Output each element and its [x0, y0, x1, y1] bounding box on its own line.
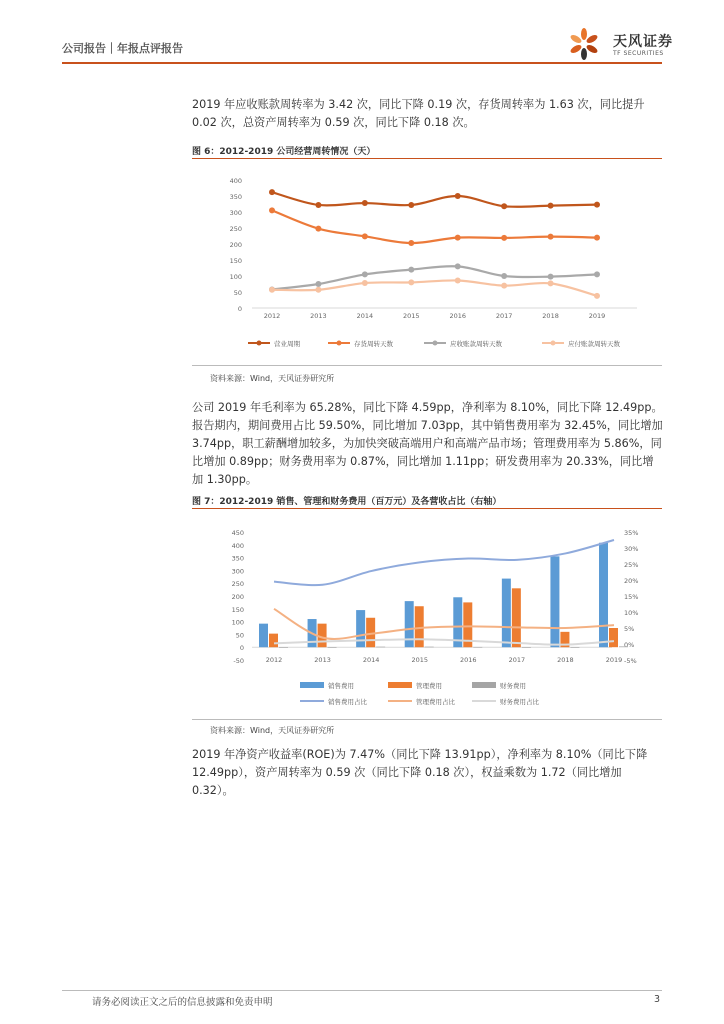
- data-point: [455, 277, 461, 283]
- data-point: [408, 202, 414, 208]
- figure6-top-rule: [192, 158, 662, 159]
- data-point: [548, 234, 554, 240]
- bar: [269, 634, 278, 648]
- legend-label: 销售费用占比: [328, 698, 367, 706]
- y-tick-label: -50: [233, 657, 244, 665]
- paragraph-roe: 2019 年净资产收益率(ROE)为 7.47%（同比下降 13.91pp），净利率为 8.10%（同比下降 12.49pp），资产周转率为 0.59 次（同比下降 0.18 次），权益乘数为 1.72（同比增加 0.32）。: [192, 748, 648, 797]
- x-tick-label: 2018: [557, 656, 574, 664]
- legend-swatch: [388, 682, 412, 688]
- y2-tick-label: 10%: [624, 609, 639, 617]
- data-point: [501, 283, 507, 289]
- x-tick-label: 2018: [542, 312, 559, 320]
- footer-disclaimer: 请务必阅读正文之后的信息披露和免责申明: [92, 997, 273, 1008]
- x-tick-label: 2015: [411, 656, 428, 664]
- data-point: [501, 203, 507, 209]
- y2-tick-label: -5%: [624, 657, 637, 665]
- legend-swatch: [300, 682, 324, 688]
- logo-english-name: TF SECURITIES: [613, 50, 664, 57]
- y-tick-label: 400: [229, 177, 242, 185]
- bar: [425, 647, 434, 648]
- paragraph-turnover: 2019 年应收账款周转率为 3.42 次，同比下降 0.19 次，存货周转率为 1.63 次，同比提升 0.02 次，总资产周转率为 0.59 次，同比下降 0.18 次。: [192, 98, 645, 129]
- y-tick-label: 50: [233, 289, 242, 297]
- paragraph-margins: 公司 2019 年毛利率为 65.28%，同比下降 4.59pp，净利率为 8.10%，同比下降 12.49pp。报告期内，期间费用占比 59.50%，同比增加 7.03pp，其中销售费用率为 32.45%，同比增加 3.74pp，职工薪酬增加较多，为加快突破高端用户和高端产品市场；管理费用率为 5.86%，同比增加 0.89pp；财务费用率为 0.87%，同比增加 1.11pp；研发费用率为 20.33%，同比增加 1.30pp。: [192, 401, 663, 486]
- page-number: 3: [654, 994, 661, 1005]
- x-tick-label: 2016: [449, 312, 466, 320]
- figure7-source: 资料来源：Wind，天风证券研究所: [210, 726, 335, 735]
- y-tick-label: 150: [231, 605, 244, 614]
- y-tick-label: 200: [229, 241, 242, 249]
- y-tick-label: 450: [231, 529, 244, 537]
- data-point: [548, 203, 554, 209]
- y-tick-label: 150: [229, 257, 242, 265]
- legend-label: 应付账款周转天数: [568, 340, 620, 348]
- x-tick-label: 2014: [362, 656, 380, 664]
- footer-divider: [62, 990, 662, 991]
- data-point: [362, 280, 368, 286]
- data-point: [548, 280, 554, 286]
- figure7-bottom-rule: [192, 719, 662, 720]
- legend-marker: [551, 341, 556, 346]
- legend-label: 营业周期: [274, 340, 300, 348]
- x-tick-label: 2012: [265, 656, 283, 664]
- bar: [473, 647, 482, 648]
- legend-label: 管理费用占比: [416, 698, 455, 706]
- y-tick-label: 250: [229, 225, 242, 233]
- y-tick-label: 350: [229, 193, 242, 201]
- legend-label: 存货周转天数: [354, 340, 393, 348]
- x-tick-label: 2014: [356, 312, 374, 320]
- y-tick-label: 350: [231, 554, 244, 563]
- data-point: [269, 189, 275, 195]
- data-point: [594, 235, 600, 241]
- bar: [415, 606, 424, 647]
- y-tick-label: 400: [231, 541, 244, 550]
- bar: [502, 579, 511, 648]
- y-tick-label: 0: [239, 644, 244, 653]
- figure7-title: 图 7：2012-2019 销售、管理和财务费用（百万元）及各营收占比（右轴）: [192, 497, 502, 507]
- y2-tick-label: 15%: [624, 593, 639, 601]
- legend-marker: [433, 341, 438, 346]
- data-point: [315, 226, 321, 232]
- data-point: [269, 207, 275, 213]
- data-point: [269, 287, 275, 293]
- x-tick-label: 2013: [314, 656, 331, 664]
- data-point: [594, 293, 600, 299]
- legend-label: 管理费用: [416, 682, 442, 690]
- y-tick-label: 300: [229, 209, 242, 217]
- y2-tick-label: 30%: [624, 545, 639, 553]
- report-category: 公司报告｜年报点评报告: [62, 42, 183, 55]
- header-divider: [62, 62, 662, 64]
- data-point: [501, 273, 507, 279]
- x-tick-label: 2012: [263, 312, 281, 320]
- data-point: [408, 279, 414, 285]
- legend-swatch: [472, 682, 496, 688]
- data-point: [408, 240, 414, 246]
- legend-label: 销售费用: [328, 682, 354, 690]
- data-point: [362, 200, 368, 206]
- x-tick-label: 2017: [495, 312, 513, 320]
- data-point: [548, 274, 554, 280]
- bar: [328, 647, 337, 648]
- data-point: [501, 235, 507, 241]
- y-tick-label: 250: [231, 580, 244, 589]
- bar: [619, 646, 628, 647]
- data-point: [315, 202, 321, 208]
- legend-marker: [257, 341, 262, 346]
- data-point: [455, 235, 461, 241]
- x-tick-label: 2015: [403, 312, 420, 320]
- legend-label: 财务费用占比: [500, 698, 539, 706]
- y2-tick-label: 35%: [624, 529, 639, 537]
- y2-tick-label: 0%: [624, 641, 635, 649]
- bar: [550, 556, 559, 647]
- x-tick-label: 2016: [460, 656, 477, 664]
- logo-chinese-name: 天风证券: [613, 34, 673, 50]
- data-point: [362, 233, 368, 239]
- figure6-source: 资料来源：Wind，天风证券研究所: [210, 374, 335, 383]
- data-point: [315, 281, 321, 287]
- figure6-bottom-rule: [192, 365, 662, 366]
- y-tick-label: 300: [231, 567, 244, 576]
- y-tick-label: 50: [235, 631, 244, 640]
- y-tick-label: 200: [231, 593, 244, 601]
- data-point: [594, 271, 600, 277]
- bar: [609, 628, 618, 647]
- data-point: [455, 263, 461, 269]
- bar: [356, 610, 365, 647]
- y-tick-label: 100: [231, 618, 244, 627]
- bar: [512, 588, 521, 647]
- figure7-top-rule: [192, 508, 662, 509]
- data-point: [362, 271, 368, 277]
- bar: [259, 624, 268, 648]
- x-tick-label: 2019: [588, 312, 606, 320]
- bar: [570, 647, 579, 648]
- y2-tick-label: 25%: [624, 561, 639, 569]
- bar: [599, 543, 608, 647]
- bar: [522, 647, 531, 648]
- figure6-title: 图 6：2012-2019 公司经营周转情况（天）: [192, 147, 376, 157]
- bar: [376, 647, 385, 648]
- ratio-line: [274, 540, 614, 585]
- data-point: [315, 287, 321, 293]
- y-tick-label: 0: [237, 305, 242, 313]
- y2-tick-label: 20%: [624, 577, 639, 585]
- x-tick-label: 2019: [605, 656, 623, 664]
- data-point: [408, 267, 414, 273]
- figure7-combo-chart: [192, 512, 662, 717]
- legend-label: 财务费用: [500, 682, 526, 690]
- data-point: [594, 202, 600, 208]
- bar: [279, 647, 288, 648]
- x-tick-label: 2013: [310, 312, 327, 320]
- y-tick-label: 100: [229, 273, 242, 281]
- data-point: [455, 193, 461, 199]
- legend-marker: [337, 341, 342, 346]
- figure6-line-chart: [192, 160, 662, 365]
- x-tick-label: 2017: [508, 656, 526, 664]
- y2-tick-label: 5%: [624, 625, 635, 633]
- legend-label: 应收账款周转天数: [450, 340, 502, 348]
